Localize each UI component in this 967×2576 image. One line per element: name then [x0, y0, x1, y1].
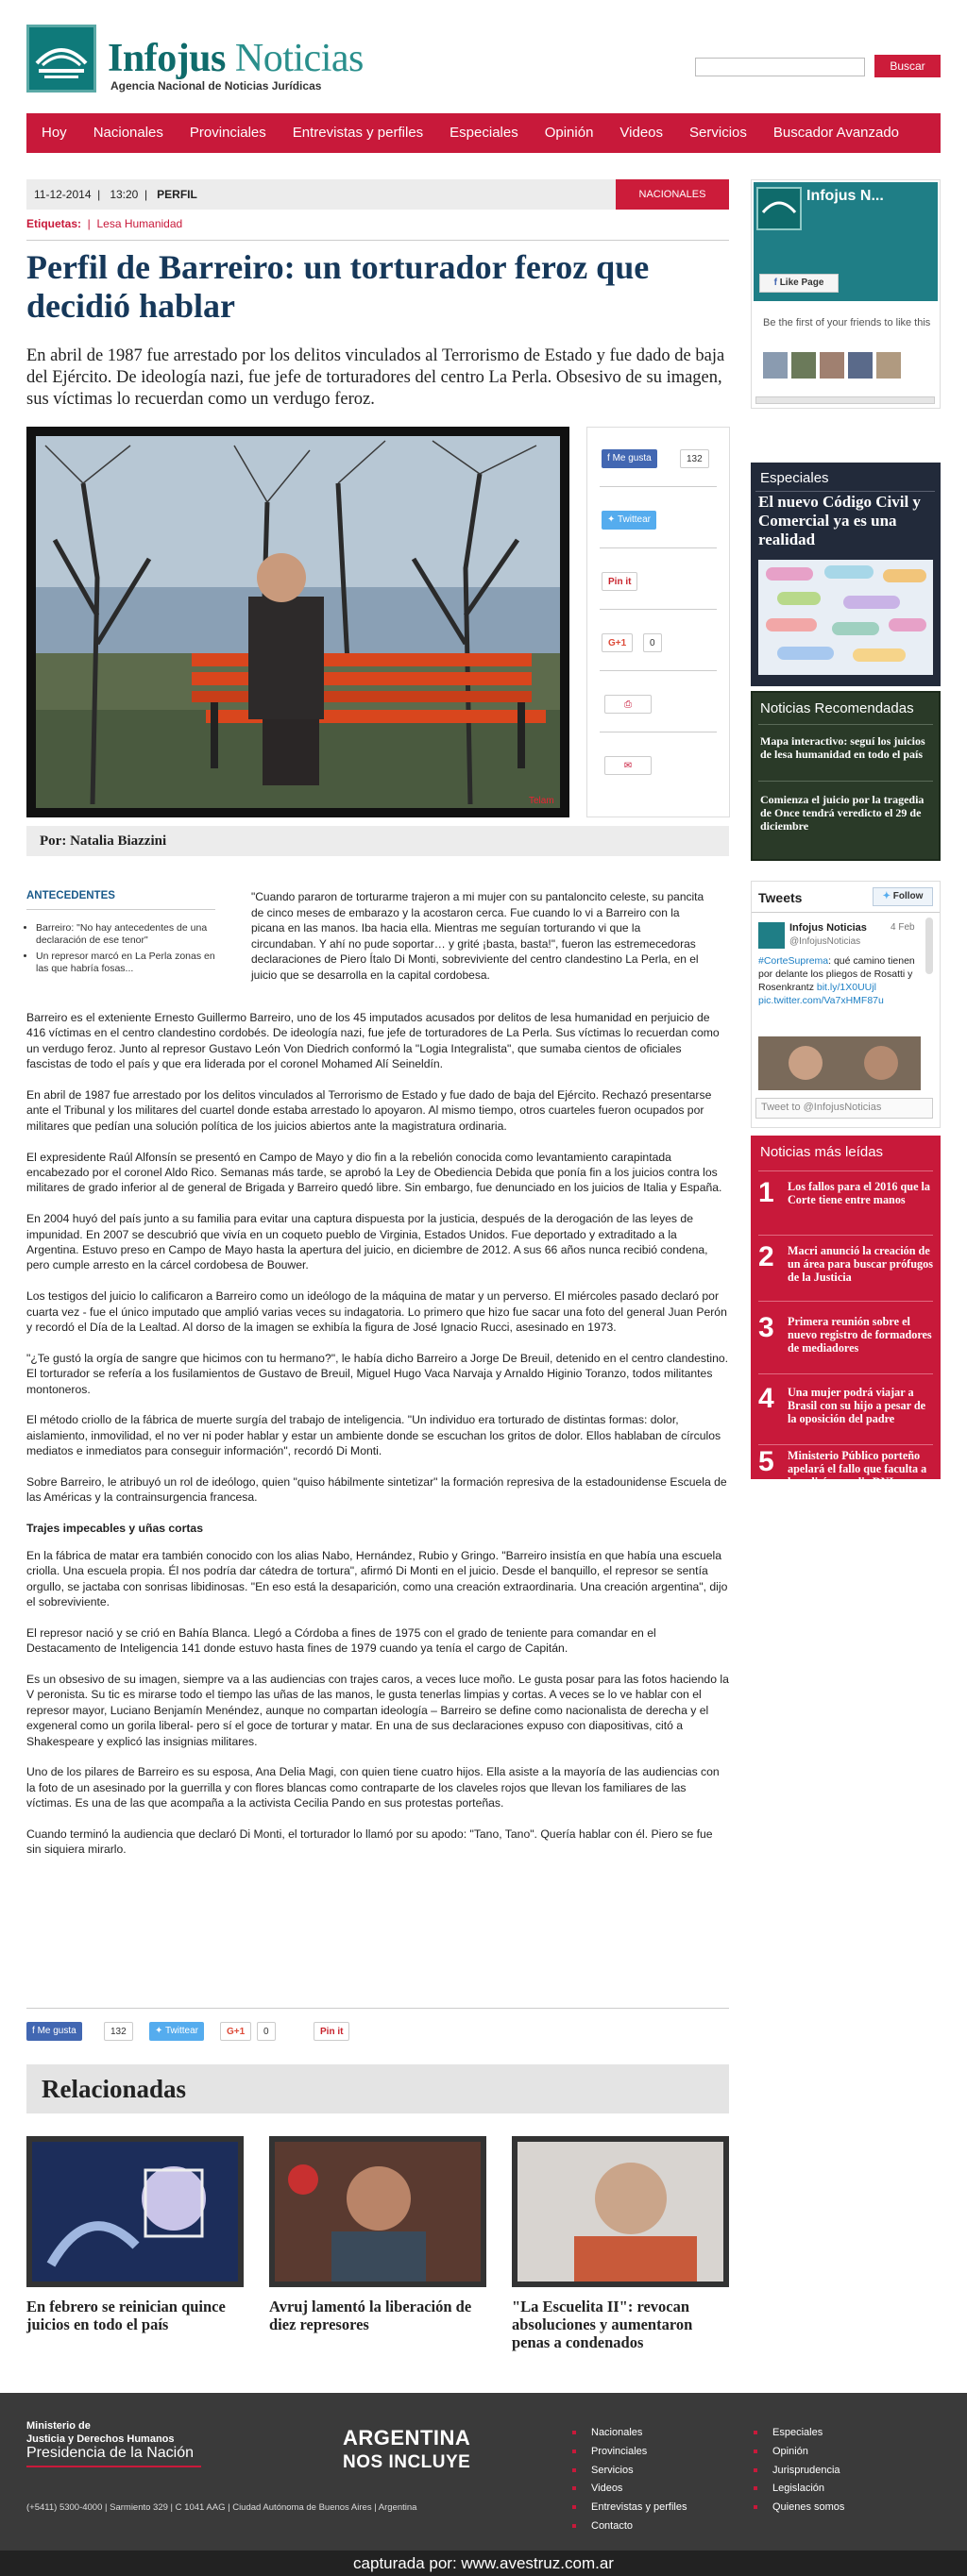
- facebook-count: 132: [104, 2022, 133, 2041]
- divider: [26, 2466, 201, 2467]
- twitter-scrollbar[interactable]: [925, 918, 933, 974]
- nav-item-hoy[interactable]: Hoy: [42, 125, 67, 141]
- footer-link[interactable]: Provinciales: [591, 2446, 648, 2457]
- divider: [758, 1301, 933, 1302]
- search-button[interactable]: Buscar: [874, 55, 941, 77]
- gplus-button[interactable]: G+1: [602, 633, 633, 652]
- divider: [26, 2008, 729, 2009]
- article-subhead: Trajes impecables y uñas cortas: [26, 1522, 203, 1536]
- facebook-friends: [763, 352, 905, 379]
- footer-link[interactable]: Servicios: [591, 2465, 634, 2476]
- avatar[interactable]: [791, 352, 816, 379]
- divider: [600, 609, 717, 610]
- divider: [758, 781, 933, 782]
- paragraph: El represor nació y se crió en Bahía Blanca. Llegó a Córdoba a fines de 1975 con el grado de teniente para comandar en el Destacamento de Inteligencia 141 donde estuvo hasta fines de 1979 cuando ya tenía el cargo de Capitán.: [26, 1625, 656, 1656]
- related-title[interactable]: Avruj lamentó la liberación de diez represores: [269, 2298, 472, 2333]
- gplus-count: 0: [257, 2022, 276, 2041]
- avatar[interactable]: [820, 352, 844, 379]
- divider: [26, 240, 729, 241]
- main-nav: [26, 113, 941, 153]
- presidency-line[interactable]: Presidencia de la Nación: [26, 2445, 194, 2461]
- footer-contact: (+5411) 5300-4000 | Sarmiento 329 | C 1041 AAG | Ciudad Autónoma de Buenos Aires | Argentina: [26, 2502, 417, 2513]
- paragraph: Sobre Barreiro, le atribuyó un rol de ideólogo, quien "quiso hábilmente sintetizar" la formación represiva de la estadounidense Escuela de las Américas y la contrainsurgencia francesa.: [26, 1475, 727, 1505]
- photo-credit: Telam: [529, 796, 554, 806]
- pinterest-button[interactable]: Pin it: [602, 572, 637, 591]
- related-image[interactable]: [26, 2136, 244, 2287]
- gplus-count: 0: [643, 633, 662, 652]
- tag-link[interactable]: Lesa Humanidad: [96, 217, 183, 230]
- related-image[interactable]: [512, 2136, 729, 2287]
- mas-leida-link[interactable]: Los fallos para el 2016 que la Corte tiene entre manos: [788, 1180, 930, 1206]
- hashtag-link[interactable]: #CorteSuprema: [758, 955, 829, 967]
- nav-item-provinciales[interactable]: Provinciales: [189, 125, 266, 141]
- article-date: 11-12-2014: [34, 188, 92, 201]
- nav-item-entrevistas[interactable]: Entrevistas y perfiles: [292, 125, 424, 141]
- antecedentes-list: [36, 922, 220, 979]
- footer-link[interactable]: Legislación: [772, 2483, 825, 2494]
- recomendadas-widget: [751, 691, 941, 861]
- rank-number: 3: [758, 1312, 774, 1343]
- divider: [600, 486, 717, 487]
- footer-link[interactable]: Videos: [591, 2483, 623, 2494]
- rank-number: 1: [758, 1177, 774, 1208]
- divider: [600, 670, 717, 671]
- divider: [758, 1170, 933, 1171]
- antecedente-link[interactable]: • Barreiro: "No hay antecedentes de una declaración de ese tenor": [36, 922, 220, 947]
- brand-title[interactable]: Infojus Noticias: [108, 37, 364, 80]
- avatar[interactable]: [876, 352, 901, 379]
- paragraph: Cuando terminó la audiencia que declaró Di Monti, el torturador lo llamó por su apodo: "Tano, Tano". Quería hablar con él. Piero se fue sin siquiera mirarlo.: [26, 1827, 713, 1857]
- divider: [26, 909, 215, 910]
- facebook-count: 132: [680, 449, 709, 468]
- section-badge[interactable]: NACIONALES: [616, 179, 729, 210]
- mas-leida-link[interactable]: Una mujer podrá viajar a Brasil con su hijo a pesar de la oposición del padre: [788, 1386, 926, 1425]
- footer-link[interactable]: Entrevistas y perfiles: [591, 2501, 687, 2513]
- article-quote: "Cuando pararon de torturarme trajeron a mi mujer con su pantaloncito celeste, su pancita de cinco meses de embarazo y la acostaron cerca. Fue cuando lo vi a Barreiro con la picana en las manos. Iba hacia ella. Mientras me seguían torturando vi que la circundaban. Y ahí no pude soportar… y grité ¡basta, basta!", fueron las estremecedoras declaraciones de Piero Ítalo Di Monti, sobreviviente del centro clandestino La Perla, en el juicio que se desarrolla en la capital cordobesa.: [251, 890, 704, 982]
- tweet-button[interactable]: ✦ Twittear: [602, 511, 656, 530]
- nav-item-videos[interactable]: Videos: [619, 125, 664, 141]
- related-title[interactable]: "La Escuelita II": revocan absoluciones y aumentaron penas a condenados: [512, 2298, 693, 2351]
- related-heading: Relacionadas: [26, 2064, 729, 2113]
- paragraph: El expresidente Raúl Alfonsín se presentó en Campo de Mayo y dio fin a la rebelión conocida como levantamiento carapintada encabezado por el coronel Aldo Rico. Semanas más tarde, se aprobó la Ley de Obediencia Debida que ponía fin a los juicios contra los militares de grado inferior al de general de Brigada y Barreiro quedó libre. Sin embargo, fue denunciado en los juicios de Italia y España.: [26, 1150, 722, 1195]
- especiales-title[interactable]: El nuevo Código Civil y Comercial ya es una realidad: [758, 493, 921, 548]
- related-image[interactable]: [269, 2136, 486, 2287]
- twitter-follow-button[interactable]: ✦ Follow: [873, 887, 933, 906]
- especiales-tag: Especiales: [760, 470, 829, 486]
- paragraph: En 2004 huyó del país junto a su familia para evitar una captura dispuesta por la justicia, después de la derogación de las leyes de impunidad. En 2007 se descubrió que vivía en un coqueto pueblo de Virginia, Estados Unidos. Fue deportado y extraditado a la Argentina. Estuvo preso en Campo de Mayo hasta la apertura del juicio, en diciembre de 2012. A sus 66 años nunca recibió condena, pero cumple arresto en la cárcel cordobesa de Bouwer.: [26, 1212, 708, 1272]
- email-icon[interactable]: ✉: [604, 756, 652, 775]
- capture-watermark: capturada por: www.avestruz.com.ar: [0, 2551, 967, 2576]
- avatar[interactable]: [758, 922, 785, 949]
- avatar[interactable]: [763, 352, 788, 379]
- argentina-logo: ARGENTINA: [343, 2426, 471, 2450]
- meta-sep: |: [141, 188, 154, 201]
- rank-number: 2: [758, 1241, 774, 1272]
- nav-item-servicios[interactable]: Servicios: [689, 125, 747, 141]
- facebook-page-name[interactable]: Infojus N...: [806, 188, 884, 204]
- article-time: 13:20: [110, 188, 139, 201]
- paragraph: Barreiro es el exteniente Ernesto Guillermo Barreiro, uno de los 45 imputados acusados por delitos de lesa humanidad en perjuicio de 416 víctimas en el centro clandestino cordobés. De ideología nazi, fue jefe de torturadores de La Perla. Sus víctimas lo recuerdan como un verdugo feroz. Junto al represor Gustavo León Von Diedrich conformó la "Logia Integralista", que sumaba cientos de oficiales fascistas de todo el país y que era liderada por el coronel Mohamed Alí Seineldín.: [26, 1011, 720, 1071]
- article-photo[interactable]: [26, 427, 569, 817]
- tweet-author[interactable]: Infojus Noticias: [789, 922, 867, 934]
- brand-subtitle: Agencia Nacional de Noticias Jurídicas: [110, 79, 322, 93]
- search-input[interactable]: [695, 58, 865, 76]
- footer-link[interactable]: Contacto: [591, 2520, 634, 2532]
- tweet-button[interactable]: ✦ Twittear: [149, 2022, 204, 2041]
- paragraph: "¿Te gustó la orgía de sangre que hicimos con tu hermano?", le había dicho Barreiro a Jorge De Breuil, detenido en el centro clandestino. El torturador se refería a los fusilamientos de Gustavo de Breuil, Miguel Hugo Vaca Narvaja y Arnaldo Higinio Toranzo, todos militantes montoneros.: [26, 1351, 729, 1396]
- tweet-link[interactable]: bit.ly/1X0UUjl pic.twitter.com/Va7xHMF87u: [758, 982, 884, 1006]
- article-author: Por: Natalia Biazzini: [26, 826, 729, 856]
- divider: [758, 724, 933, 725]
- pinterest-button[interactable]: Pin it: [314, 2022, 349, 2041]
- article-title: Perfil de Barreiro: un torturador feroz que decidió hablar: [26, 248, 650, 325]
- facebook-like-button[interactable]: f Me gusta: [26, 2022, 82, 2041]
- article-body: [26, 1010, 729, 1873]
- tweet-text: #CorteSuprema: qué camino tienen por delante los pliegos de Rosatti y Rosenkrantz bit.ly/1X0UUjl pic.twitter.com/Va7xHMF87u: [758, 955, 915, 1006]
- divider: [752, 912, 940, 913]
- mas-leidas-heading: Noticias más leídas: [760, 1144, 884, 1160]
- twitter-icon: ✦: [607, 514, 618, 525]
- footer-link[interactable]: Jurisprudencia: [772, 2465, 840, 2476]
- paragraph: En la fábrica de matar era también conocido con los alias Nabo, Hernández, Rubio y Gringo. "Barreiro insistía en que había una escuela criolla. Una escuela propia. Él nos podría dar cátedra de tortura", afirmó Di Monti en el juicio. Desde el banquillo, el represor se sentía orgullo, se jactaba con sonrisas libidinosas. "En eso está la desaparición, como una creación extraordinaria. Una creación argentina", dijo el sobreviviente.: [26, 1548, 728, 1608]
- ministry-line[interactable]: Ministerio de: [26, 2420, 91, 2432]
- facebook-icon: f: [32, 2026, 38, 2036]
- antecedente-link[interactable]: • Un represor marcó en La Perla zonas en las que habría fosas...: [36, 951, 220, 975]
- article-type[interactable]: PERFIL: [157, 188, 197, 201]
- rank-number: 4: [758, 1383, 774, 1414]
- mas-leida-link[interactable]: Macri anunció la creación de un área para buscar prófugos de la Justicia: [788, 1244, 933, 1284]
- article-tags: Etiquetas: | Lesa Humanidad: [26, 217, 183, 230]
- facebook-first-text: Be the first of your friends to like this: [763, 317, 931, 328]
- divider: [758, 1235, 933, 1236]
- divider: [758, 1373, 933, 1374]
- facebook-icon: f: [773, 278, 780, 288]
- gplus-button[interactable]: G+1: [220, 2022, 251, 2041]
- paragraph: Los testigos del juicio lo calificaron a Barreiro como un ideólogo de la máquina de matar y un perverso. El miércoles pasado declaró por cuarta vez - fue el único imputado que amplió varias veces su indagatoria. Lo primero que hizo fue sacar una foto del general Juan Perón y recordó el Día de la Lealtad. Al dorso de la imagen se exhibía la figura de José Ignacio Rucci, asesinado en 1973.: [26, 1289, 727, 1335]
- meta-sep: |: [93, 188, 107, 201]
- footer-link[interactable]: Nacionales: [591, 2427, 643, 2438]
- footer-link[interactable]: Quienes somos: [772, 2501, 845, 2513]
- nav-item-opinion[interactable]: Opinión: [544, 125, 594, 141]
- nav-item-buscador[interactable]: Buscador Avanzado: [772, 125, 900, 141]
- mas-leida-link[interactable]: Primera reunión sobre el nuevo registro de formadores de mediadores: [788, 1315, 932, 1355]
- recomendada-link[interactable]: Comienza el juicio por la tragedia de Once tendrá veredicto el 29 de diciembre: [760, 793, 925, 833]
- footer-link[interactable]: Opinión: [772, 2446, 808, 2457]
- facebook-scrollbar[interactable]: [755, 396, 935, 404]
- divider: [755, 491, 935, 492]
- tweet-handle[interactable]: @InfojusNoticias: [789, 936, 861, 947]
- site-header: [0, 0, 967, 111]
- tweets-heading: Tweets: [758, 890, 803, 905]
- antecedentes-title: ANTECEDENTES: [26, 890, 115, 901]
- article-lead: En abril de 1987 fue arrestado por los delitos vinculados al Terrorismo de Estado y fue dado de baja del Ejército. De ideología nazi, fue jefe de torturadores del centro La Perla. Obsesivo de su imagen, sus víctimas lo recuerdan como un verdugo feroz.: [26, 346, 725, 409]
- divider: [758, 1444, 933, 1445]
- related-title[interactable]: En febrero se reinician quince juicios en todo el país: [26, 2298, 226, 2333]
- especiales-image[interactable]: [758, 560, 933, 675]
- facebook-like-button[interactable]: f Me gusta: [602, 449, 657, 468]
- avatar[interactable]: [848, 352, 873, 379]
- tags-label: Etiquetas:: [26, 217, 82, 230]
- paragraph: Uno de los pilares de Barreiro es su esposa, Ana Delia Magi, con quien tiene cuatro hijos. Ella asiste a la mayoría de las audiencias con la foto de un asesinado por la guerrilla y con flores blancas como contraparte de los claveles rojos que llevan los familiares de las víctimas. Es una de las que acompaña a la activista Cecilia Pando en sus protestas porteñas.: [26, 1765, 720, 1810]
- mas-leida-link[interactable]: Ministerio Público porteño apelará el fallo que faculta a la policía a pedir DNI: [788, 1449, 927, 1489]
- argentina-logo: NOS INCLUYE: [343, 2452, 471, 2472]
- divider: [600, 547, 717, 548]
- tweet-date[interactable]: 4 Feb: [891, 922, 915, 933]
- facebook-like-page-button[interactable]: f Like Page: [759, 274, 839, 293]
- paragraph: En abril de 1987 fue arrestado por los delitos vinculados al Terrorismo de Estado y fue dado de baja del Ejército. Rechazó presentarse ante el Tribunal y los militares del cuartel donde estaba arrestado lo apoyaron. Al mismo tiempo, otros cuarteles fueron ocupados por militares que pedían una solución política de los juicios abiertos ante la magistratura ordinaria.: [26, 1088, 712, 1133]
- facebook-icon: f: [607, 453, 613, 463]
- rank-number: 5: [758, 1446, 774, 1477]
- paragraph: Es un obsesivo de su imagen, siempre va a las audiencias con trajes caros, a veces luce moño. Le gusta posar para las fotos haciendo la V peronista. Su tic es mirarse todo el tiempo las uñas de las manos, le gusta tenerlas limpias y cortas. A veces se lo ve hablar con el represor mayor, Luciano Benjamín Menéndez, aunque no compartan ideología – Barreiro se define como nacionalista de derecha y el exgeneral como un gorila liberal- pero sí el goce de torturar y matar. En una de sus declaraciones expuso con diapositivas, citó a Shakespeare y explicó las insignias militares.: [26, 1672, 729, 1748]
- logo-icon[interactable]: [26, 25, 96, 93]
- twitter-icon: ✦: [155, 2026, 165, 2036]
- tweet-to-input[interactable]: Tweet to @InfojusNoticias: [755, 1098, 933, 1119]
- footer-link[interactable]: Especiales: [772, 2427, 823, 2438]
- twitter-icon: ✦: [882, 891, 893, 901]
- tweet-image[interactable]: [758, 1036, 921, 1090]
- recomendada-link[interactable]: Mapa interactivo: seguí los juicios de lesa humanidad en todo el país: [760, 734, 925, 761]
- nav-item-nacionales[interactable]: Nacionales: [93, 125, 163, 141]
- print-icon[interactable]: ⎙: [604, 695, 652, 714]
- nav-item-especiales[interactable]: Especiales: [450, 125, 518, 141]
- ministry-line[interactable]: Justicia y Derechos Humanos: [26, 2433, 175, 2445]
- paragraph: El método criollo de la fábrica de muerte surgía del trabajo de inteligencia. "Un individuo era torturado de distintas formas: dolor, aislamiento, inmovilidad, el no ver ni poder hablar y estar un ambiente donde se escuchan los gritos de dolor. Ellos hablaban de círculos mediatos e inmediatos para conseguir información", recordó Di Monti.: [26, 1413, 721, 1458]
- recomendadas-heading: Noticias Recomendadas: [760, 700, 914, 716]
